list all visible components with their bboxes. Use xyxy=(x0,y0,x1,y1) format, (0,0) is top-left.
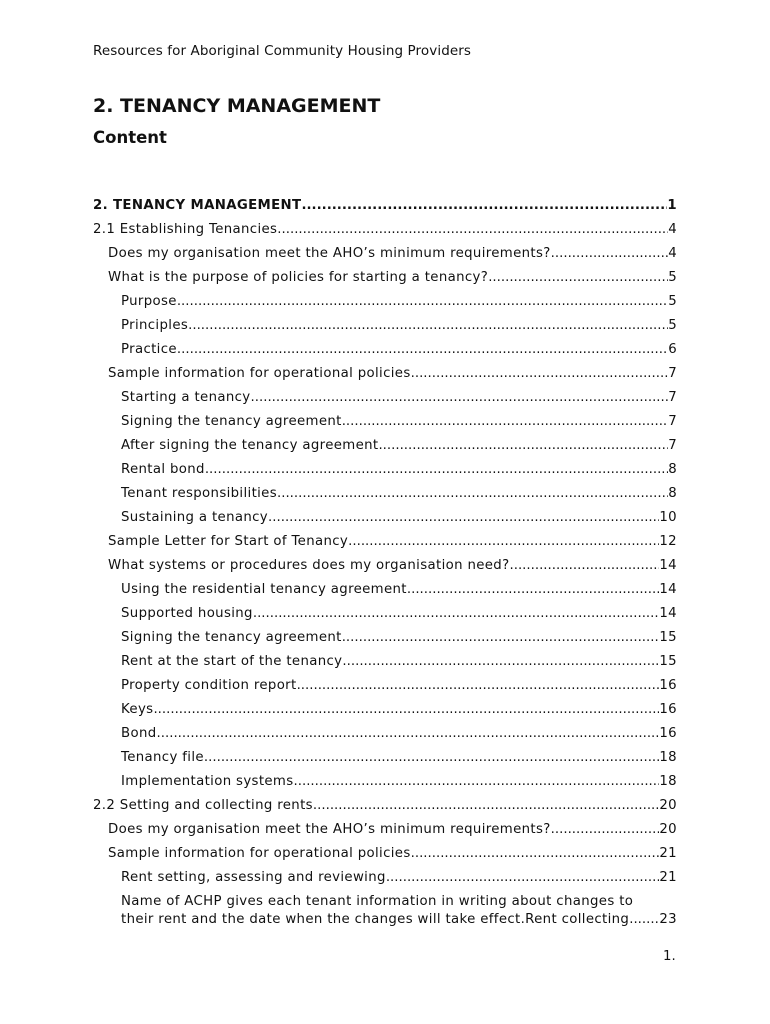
toc-leader-dots xyxy=(177,338,668,362)
toc-entry-text: Sustaining a tenancy xyxy=(121,510,269,525)
toc-entry[interactable] xyxy=(93,602,677,626)
toc-entry[interactable] xyxy=(93,674,677,698)
contents-heading: Content xyxy=(93,128,167,147)
toc-entry[interactable] xyxy=(93,410,677,434)
section-title: 2. TENANCY MANAGEMENT xyxy=(93,95,381,117)
toc-leader-dots xyxy=(386,866,660,890)
toc-entry-text: Rent setting, assessing and reviewing xyxy=(121,870,386,885)
toc-page-number: 20 xyxy=(659,798,677,813)
toc-entry[interactable] xyxy=(93,218,677,242)
toc-entry-text-line2: their rent and the date when the changes will take effect.Rent collecting xyxy=(121,912,630,927)
toc-leader-dots xyxy=(342,410,668,434)
toc-entry-text: 2. TENANCY MANAGEMENT xyxy=(93,198,302,213)
toc-leader-dots xyxy=(297,674,660,698)
toc-entry[interactable] xyxy=(93,770,677,794)
toc-entry[interactable] xyxy=(93,818,677,842)
toc-leader-dots xyxy=(551,818,660,842)
toc-entry[interactable] xyxy=(93,893,677,929)
toc-entry-text: Principles xyxy=(121,318,189,333)
toc-entry[interactable] xyxy=(93,386,677,410)
toc-entry-text: What systems or procedures does my organisation need? xyxy=(108,558,510,573)
running-header: Resources for Aboriginal Community Housing Providers xyxy=(93,43,472,59)
toc-entry-text: Keys xyxy=(121,702,154,717)
toc-entry[interactable] xyxy=(93,626,677,650)
toc-entry[interactable] xyxy=(93,266,677,290)
toc-page-number: 7 xyxy=(668,366,677,381)
toc-entry-text: Using the residential tenancy agreement xyxy=(121,582,407,597)
toc-page-number: 7 xyxy=(668,390,677,405)
toc-page-number: 6 xyxy=(668,342,677,357)
toc-entry-text: 2.1 Establishing Tenancies xyxy=(93,222,278,237)
toc-leader-dots xyxy=(411,362,669,386)
toc-entry-text: Tenant responsibilities xyxy=(121,486,277,501)
toc-leader-dots xyxy=(629,911,659,929)
toc-entry-text: Sample Letter for Start of Tenancy xyxy=(108,534,349,549)
toc-entry[interactable] xyxy=(93,482,677,506)
toc-entry-text: Purpose xyxy=(121,294,177,309)
toc-leader-dots xyxy=(488,266,668,290)
toc-leader-dots xyxy=(205,458,668,482)
toc-leader-dots xyxy=(177,290,668,314)
toc-entry-text: 2.2 Setting and collecting rents xyxy=(93,798,313,813)
toc-entry-text: Rental bond xyxy=(121,462,205,477)
toc-leader-dots xyxy=(301,194,667,218)
toc-entry[interactable] xyxy=(93,698,677,722)
toc-page-number: 7 xyxy=(668,414,677,429)
toc-page-number: 21 xyxy=(659,846,677,861)
toc-leader-dots xyxy=(251,386,669,410)
toc-leader-dots xyxy=(153,698,659,722)
toc-leader-dots xyxy=(348,530,659,554)
toc-page-number: 5 xyxy=(668,270,677,285)
toc-leader-dots xyxy=(313,794,659,818)
toc-leader-dots xyxy=(204,746,659,770)
toc-page-number: 8 xyxy=(668,462,677,477)
toc-entry-text: After signing the tenancy agreement xyxy=(121,438,379,453)
toc-entry-text: Does my organisation meet the AHO’s minimum requirements? xyxy=(108,246,551,261)
toc-entry[interactable] xyxy=(93,338,677,362)
toc-page-number: 15 xyxy=(659,654,677,669)
toc-entry-text: Does my organisation meet the AHO’s minimum requirements? xyxy=(108,822,551,837)
toc-leader-dots xyxy=(342,626,660,650)
toc-page-number: 4 xyxy=(668,222,677,237)
toc-page-number: 15 xyxy=(659,630,677,645)
toc-page-number: 18 xyxy=(659,774,677,789)
toc-leader-dots xyxy=(268,506,659,530)
toc-entry[interactable] xyxy=(93,746,677,770)
toc-page-number: 5 xyxy=(668,318,677,333)
toc-leader-dots xyxy=(157,722,660,746)
toc-entry-text: Sample information for operational policies xyxy=(108,846,411,861)
page-number: 1. xyxy=(663,949,676,964)
toc-entry-text-line1: Name of ACHP gives each tenant information in writing about changes to xyxy=(121,894,634,909)
toc-entry[interactable] xyxy=(93,866,677,890)
toc-leader-dots xyxy=(411,842,660,866)
toc-entry-text: Practice xyxy=(121,342,177,357)
toc-entry[interactable] xyxy=(93,578,677,602)
toc-page-number: 14 xyxy=(659,606,677,621)
toc-entry[interactable] xyxy=(93,362,677,386)
toc-page-number: 14 xyxy=(659,558,677,573)
toc-entry[interactable] xyxy=(93,434,677,458)
toc-entry[interactable] xyxy=(93,554,677,578)
toc-entry[interactable] xyxy=(93,530,677,554)
toc-page-number: 16 xyxy=(659,726,677,741)
toc-leader-dots xyxy=(253,602,660,626)
toc-entry[interactable] xyxy=(93,722,677,746)
toc-page-number: 16 xyxy=(659,702,677,717)
toc-page-number: 12 xyxy=(659,534,677,549)
toc-leader-dots xyxy=(277,482,668,506)
toc-leader-dots xyxy=(509,554,659,578)
toc-entry[interactable] xyxy=(93,194,677,218)
toc-leader-dots xyxy=(407,578,660,602)
toc-entry[interactable] xyxy=(93,650,677,674)
toc-entry-text: Property condition report xyxy=(121,678,297,693)
toc-page-number: 8 xyxy=(668,486,677,501)
toc-leader-dots xyxy=(551,242,669,266)
toc-entry-text: What is the purpose of policies for starting a tenancy? xyxy=(108,270,489,285)
toc-page-number: 16 xyxy=(659,678,677,693)
toc-entry-text: Tenancy file xyxy=(121,750,204,765)
toc-page-number: 10 xyxy=(659,510,677,525)
toc-leader-dots xyxy=(378,434,668,458)
toc-page-number: 4 xyxy=(668,246,677,261)
toc-entry-text: Starting a tenancy xyxy=(121,390,251,405)
toc-entry-text: Signing the tenancy agreement xyxy=(121,630,342,645)
toc-entry-text: Implementation systems xyxy=(121,774,294,789)
toc-page-number: 21 xyxy=(659,870,677,885)
toc-leader-dots xyxy=(342,650,659,674)
toc-entry-text: Rent at the start of the tenancy xyxy=(121,654,343,669)
toc-entry[interactable] xyxy=(93,242,677,266)
toc-page-number: 7 xyxy=(668,438,677,453)
toc-page-number: 18 xyxy=(659,750,677,765)
toc-entry-text: Signing the tenancy agreement xyxy=(121,414,342,429)
toc-leader-dots xyxy=(188,314,668,338)
toc-entry-text: Supported housing xyxy=(121,606,253,621)
toc-page-number: 14 xyxy=(659,582,677,597)
toc-leader-dots xyxy=(294,770,660,794)
toc-entry-text: Sample information for operational policies xyxy=(108,366,411,381)
toc-leader-dots xyxy=(277,218,668,242)
toc-page-number: 23 xyxy=(659,912,677,927)
toc-entry[interactable] xyxy=(93,842,677,866)
toc-entry-text: Bond xyxy=(121,726,157,741)
toc-entry[interactable] xyxy=(93,794,677,818)
toc-page-number: 5 xyxy=(668,294,677,309)
toc-page-number: 1 xyxy=(667,198,677,213)
toc-entry[interactable] xyxy=(93,290,677,314)
table-of-contents xyxy=(93,194,677,929)
toc-entry[interactable] xyxy=(93,314,677,338)
toc-entry[interactable] xyxy=(93,506,677,530)
toc-page-number: 20 xyxy=(659,822,677,837)
toc-entry[interactable] xyxy=(93,458,677,482)
